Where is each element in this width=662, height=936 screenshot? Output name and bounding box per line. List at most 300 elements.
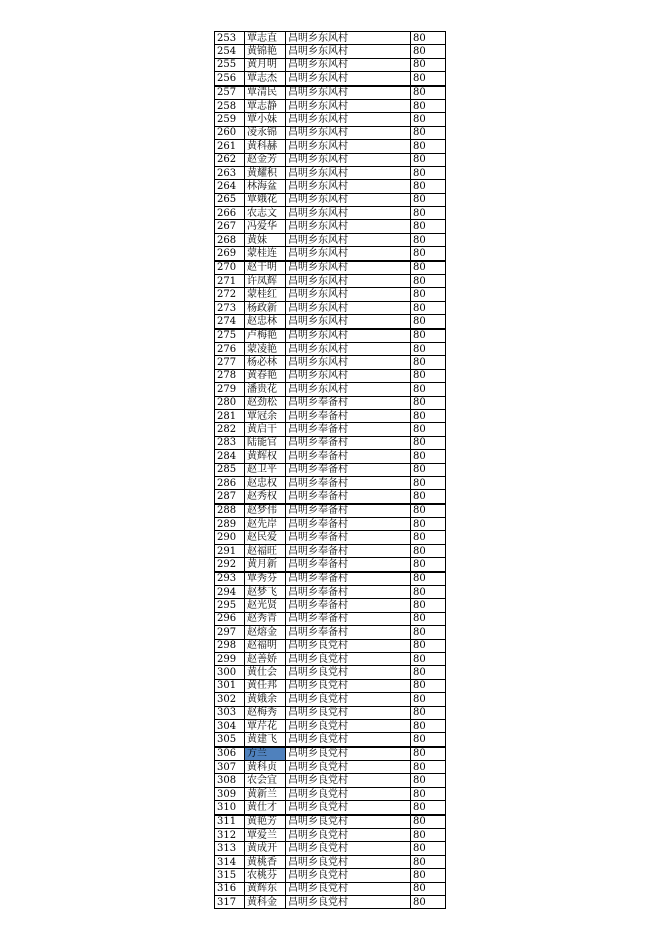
table-row (215, 896, 446, 909)
cell-number[interactable]: 309 (215, 787, 245, 800)
cell-amount[interactable]: 80 (411, 180, 446, 193)
cell-name[interactable]: 黄辉权 (245, 450, 286, 463)
cell-amount[interactable]: 80 (411, 490, 446, 504)
cell-village[interactable]: 昌明乡东风村 (286, 315, 411, 329)
cell-village[interactable]: 昌明乡东风村 (286, 193, 411, 206)
cell-number[interactable]: 313 (215, 842, 245, 855)
cell-name[interactable]: 黄耀积 (245, 166, 286, 179)
cell-village[interactable]: 昌明乡良党村 (286, 801, 411, 815)
cell-name[interactable]: 赵劲松 (245, 396, 286, 409)
cell-name[interactable]: 赵福明 (245, 639, 286, 652)
cell-amount[interactable]: 80 (411, 558, 446, 572)
cell-number[interactable]: 280 (215, 396, 245, 409)
cell-village[interactable]: 昌明乡东风村 (286, 356, 411, 369)
cell-amount[interactable]: 80 (411, 586, 446, 599)
cell-name[interactable]: 黄成开 (245, 842, 286, 855)
cell-village[interactable]: 昌明乡东风村 (286, 233, 411, 246)
cell-number[interactable]: 285 (215, 463, 245, 476)
cell-village[interactable]: 昌明乡奉备村 (286, 396, 411, 409)
cell-village[interactable]: 昌明乡良党村 (286, 719, 411, 732)
cell-amount[interactable]: 80 (411, 531, 446, 544)
cell-amount[interactable]: 80 (411, 45, 446, 58)
table-row (215, 829, 446, 842)
cell-amount[interactable]: 80 (411, 383, 446, 396)
cell-number[interactable]: 289 (215, 518, 245, 531)
table-row (215, 706, 446, 719)
cell-amount[interactable]: 80 (411, 342, 446, 355)
cell-village[interactable]: 昌明乡良党村 (286, 666, 411, 679)
cell-number[interactable]: 310 (215, 801, 245, 815)
cell-name[interactable]: 陆能官 (245, 436, 286, 449)
cell-number[interactable]: 259 (215, 113, 245, 126)
table-row (215, 153, 446, 166)
cell-number[interactable]: 293 (215, 572, 245, 586)
table-row (215, 275, 446, 288)
cell-name[interactable]: 赵先岸 (245, 518, 286, 531)
cell-amount[interactable]: 80 (411, 829, 446, 842)
table-row (215, 787, 446, 800)
cell-name[interactable]: 赵忠林 (245, 315, 286, 329)
table-row (215, 72, 446, 86)
cell-amount[interactable]: 80 (411, 882, 446, 895)
cell-village[interactable]: 昌明乡东风村 (286, 275, 411, 288)
cell-amount[interactable]: 80 (411, 275, 446, 288)
cell-amount[interactable]: 80 (411, 652, 446, 665)
table-row (215, 315, 446, 329)
cell-name[interactable]: 赵梅秀 (245, 706, 286, 719)
cell-amount[interactable]: 80 (411, 815, 446, 829)
cell-amount[interactable]: 80 (411, 72, 446, 86)
cell-village[interactable]: 昌明乡奉备村 (286, 599, 411, 612)
cell-number[interactable]: 308 (215, 774, 245, 787)
cell-name[interactable]: 黄艳芳 (245, 815, 286, 829)
cell-amount[interactable]: 80 (411, 423, 446, 436)
cell-amount[interactable]: 80 (411, 436, 446, 449)
cell-amount[interactable]: 80 (411, 612, 446, 625)
cell-number[interactable]: 275 (215, 329, 245, 343)
cell-amount[interactable]: 80 (411, 544, 446, 557)
cell-number[interactable]: 300 (215, 666, 245, 679)
cell-name[interactable]: 覃小妹 (245, 113, 286, 126)
cell-amount[interactable]: 80 (411, 693, 446, 706)
cell-number[interactable]: 297 (215, 626, 245, 639)
cell-name[interactable]: 黄科赫 (245, 140, 286, 153)
table-row (215, 504, 446, 518)
cell-name[interactable]: 农会宜 (245, 774, 286, 787)
cell-amount[interactable]: 80 (411, 774, 446, 787)
cell-number[interactable]: 284 (215, 450, 245, 463)
cell-amount[interactable]: 80 (411, 32, 446, 45)
cell-amount[interactable]: 80 (411, 463, 446, 476)
cell-amount[interactable]: 80 (411, 747, 446, 761)
cell-village[interactable]: 昌明乡东风村 (286, 261, 411, 275)
table-row (215, 329, 446, 343)
table-row (215, 220, 446, 233)
cell-amount[interactable]: 80 (411, 761, 446, 774)
cell-amount[interactable]: 80 (411, 396, 446, 409)
cell-name[interactable]: 黄科金 (245, 896, 286, 909)
cell-village[interactable]: 昌明乡东风村 (286, 369, 411, 382)
cell-village[interactable]: 昌明乡奉备村 (286, 423, 411, 436)
cell-number[interactable]: 258 (215, 99, 245, 112)
cell-name[interactable]: 赵秀青 (245, 612, 286, 625)
table-row (215, 572, 446, 586)
cell-name[interactable]: 赵福旺 (245, 544, 286, 557)
cell-name[interactable]: 蒙桂红 (245, 288, 286, 301)
cell-village[interactable]: 昌明乡东风村 (286, 140, 411, 153)
roster-body (215, 32, 446, 909)
cell-name[interactable]: 杨政新 (245, 301, 286, 314)
cell-name[interactable]: 赵卫平 (245, 463, 286, 476)
cell-number[interactable]: 306 (215, 747, 245, 761)
cell-number[interactable]: 255 (215, 58, 245, 71)
table-row (215, 842, 446, 855)
cell-name[interactable]: 黄启干 (245, 423, 286, 436)
table-row (215, 586, 446, 599)
cell-village[interactable]: 昌明乡奉备村 (286, 476, 411, 489)
cell-number[interactable]: 291 (215, 544, 245, 557)
cell-amount[interactable]: 80 (411, 719, 446, 732)
cell-amount[interactable]: 80 (411, 261, 446, 275)
table-row (215, 436, 446, 449)
cell-amount[interactable]: 80 (411, 572, 446, 586)
cell-number[interactable]: 254 (215, 45, 245, 58)
cell-name[interactable]: 蒙凌艳 (245, 342, 286, 355)
cell-number[interactable]: 262 (215, 153, 245, 166)
cell-village[interactable]: 昌明乡东风村 (286, 383, 411, 396)
cell-name[interactable]: 覃清民 (245, 86, 286, 100)
cell-village[interactable]: 昌明乡奉备村 (286, 409, 411, 422)
table-row (215, 261, 446, 275)
cell-amount[interactable]: 80 (411, 247, 446, 261)
cell-number[interactable]: 268 (215, 233, 245, 246)
table-row (215, 233, 446, 246)
table-row (215, 180, 446, 193)
cell-number[interactable]: 283 (215, 436, 245, 449)
cell-name[interactable]: 赵熔金 (245, 626, 286, 639)
cell-number[interactable]: 299 (215, 652, 245, 665)
cell-name[interactable]: 黄仕才 (245, 801, 286, 815)
cell-village[interactable]: 昌明乡良党村 (286, 869, 411, 882)
cell-amount[interactable]: 80 (411, 409, 446, 422)
cell-name[interactable]: 覃娥花 (245, 193, 286, 206)
cell-number[interactable]: 269 (215, 247, 245, 261)
cell-village[interactable]: 昌明乡东风村 (286, 247, 411, 261)
cell-amount[interactable]: 80 (411, 233, 446, 246)
table-row (215, 639, 446, 652)
cell-amount[interactable]: 80 (411, 166, 446, 179)
cell-amount[interactable]: 80 (411, 476, 446, 489)
table-row (215, 747, 446, 761)
cell-number[interactable]: 296 (215, 612, 245, 625)
cell-name[interactable]: 农桃芬 (245, 869, 286, 882)
cell-number[interactable]: 253 (215, 32, 245, 45)
table-row (215, 476, 446, 489)
cell-number[interactable]: 311 (215, 815, 245, 829)
cell-name[interactable]: 农志文 (245, 207, 286, 220)
cell-name[interactable]: 杨必林 (245, 356, 286, 369)
cell-name[interactable]: 覃爱兰 (245, 829, 286, 842)
cell-amount[interactable]: 80 (411, 329, 446, 343)
cell-name[interactable]: 赵民爱 (245, 531, 286, 544)
cell-amount[interactable]: 80 (411, 706, 446, 719)
cell-village[interactable]: 昌明乡奉备村 (286, 450, 411, 463)
cell-name[interactable]: 黄建飞 (245, 733, 286, 747)
table-row (215, 369, 446, 382)
cell-amount[interactable]: 80 (411, 518, 446, 531)
cell-amount[interactable]: 80 (411, 356, 446, 369)
cell-number[interactable]: 273 (215, 301, 245, 314)
cell-village[interactable]: 昌明乡东风村 (286, 180, 411, 193)
cell-number[interactable]: 290 (215, 531, 245, 544)
cell-name[interactable]: 赵忠权 (245, 476, 286, 489)
cell-name[interactable]: 赵梦飞 (245, 586, 286, 599)
cell-number[interactable]: 287 (215, 490, 245, 504)
cell-amount[interactable]: 80 (411, 301, 446, 314)
cell-name[interactable]: 覃芹花 (245, 719, 286, 732)
cell-village[interactable]: 昌明乡良党村 (286, 639, 411, 652)
table-row (215, 490, 446, 504)
cell-name[interactable]: 赵光贤 (245, 599, 286, 612)
cell-village[interactable]: 昌明乡奉备村 (286, 518, 411, 531)
cell-name[interactable]: 林海盆 (245, 180, 286, 193)
cell-number[interactable]: 279 (215, 383, 245, 396)
cell-amount[interactable]: 80 (411, 787, 446, 800)
cell-number[interactable]: 274 (215, 315, 245, 329)
cell-village[interactable]: 昌明乡东风村 (286, 301, 411, 314)
cell-village[interactable]: 昌明乡东风村 (286, 32, 411, 45)
table-row (215, 612, 446, 625)
cell-village[interactable]: 昌明乡东风村 (286, 288, 411, 301)
cell-name[interactable]: 潘贵花 (245, 383, 286, 396)
cell-name[interactable]: 蒙桂连 (245, 247, 286, 261)
cell-name[interactable]: 覃志静 (245, 99, 286, 112)
cell-amount[interactable]: 80 (411, 86, 446, 100)
cell-amount[interactable]: 80 (411, 450, 446, 463)
cell-name[interactable]: 黄任邦 (245, 679, 286, 692)
cell-village[interactable]: 昌明乡良党村 (286, 774, 411, 787)
cell-name[interactable]: 黄辉东 (245, 882, 286, 895)
cell-village[interactable]: 昌明乡良党村 (286, 855, 411, 868)
table-row (215, 855, 446, 868)
cell-amount[interactable]: 80 (411, 193, 446, 206)
cell-village[interactable]: 昌明乡奉备村 (286, 436, 411, 449)
cell-village[interactable]: 昌明乡良党村 (286, 693, 411, 706)
cell-number[interactable]: 277 (215, 356, 245, 369)
cell-village[interactable]: 昌明乡奉备村 (286, 586, 411, 599)
cell-number[interactable]: 270 (215, 261, 245, 275)
cell-name[interactable]: 黄娥余 (245, 693, 286, 706)
cell-village[interactable]: 昌明乡良党村 (286, 815, 411, 829)
cell-name[interactable]: 许凤辉 (245, 275, 286, 288)
table-row (215, 679, 446, 692)
cell-number[interactable]: 316 (215, 882, 245, 895)
cell-village[interactable]: 昌明乡良党村 (286, 842, 411, 855)
cell-amount[interactable]: 80 (411, 99, 446, 112)
cell-village[interactable]: 昌明乡东风村 (286, 86, 411, 100)
cell-amount[interactable]: 80 (411, 639, 446, 652)
cell-name[interactable]: 赵干明 (245, 261, 286, 275)
cell-village[interactable]: 昌明乡东风村 (286, 58, 411, 71)
cell-village[interactable]: 昌明乡良党村 (286, 747, 411, 761)
cell-amount[interactable]: 80 (411, 599, 446, 612)
cell-amount[interactable]: 80 (411, 153, 446, 166)
cell-village[interactable]: 昌明乡奉备村 (286, 531, 411, 544)
cell-village[interactable]: 昌明乡良党村 (286, 652, 411, 665)
cell-amount[interactable]: 80 (411, 288, 446, 301)
cell-village[interactable]: 昌明乡东风村 (286, 207, 411, 220)
cell-name[interactable]: 覃志直 (245, 32, 286, 45)
selected-cell[interactable]: 方兰 (245, 747, 286, 761)
cell-village[interactable]: 昌明乡东风村 (286, 342, 411, 355)
table-row (215, 126, 446, 139)
cell-number[interactable]: 263 (215, 166, 245, 179)
cell-amount[interactable]: 80 (411, 207, 446, 220)
cell-number[interactable]: 292 (215, 558, 245, 572)
cell-number[interactable]: 312 (215, 829, 245, 842)
cell-name[interactable]: 凌永锦 (245, 126, 286, 139)
cell-number[interactable]: 257 (215, 86, 245, 100)
cell-village[interactable]: 昌明乡东风村 (286, 72, 411, 86)
cell-village[interactable]: 昌明乡奉备村 (286, 463, 411, 476)
table-row (215, 166, 446, 179)
cell-number[interactable]: 267 (215, 220, 245, 233)
cell-village[interactable]: 昌明乡良党村 (286, 896, 411, 909)
cell-name[interactable]: 黄锦艳 (245, 45, 286, 58)
table-row (215, 32, 446, 45)
cell-number[interactable]: 260 (215, 126, 245, 139)
cell-name[interactable]: 赵善娇 (245, 652, 286, 665)
cell-number[interactable]: 286 (215, 476, 245, 489)
cell-number[interactable]: 298 (215, 639, 245, 652)
cell-number[interactable]: 272 (215, 288, 245, 301)
cell-amount[interactable]: 80 (411, 369, 446, 382)
table-row (215, 693, 446, 706)
table-row (215, 719, 446, 732)
cell-number[interactable]: 281 (215, 409, 245, 422)
cell-amount[interactable]: 80 (411, 58, 446, 71)
cell-village[interactable]: 昌明乡良党村 (286, 706, 411, 719)
cell-village[interactable]: 昌明乡良党村 (286, 829, 411, 842)
cell-village[interactable]: 昌明乡东风村 (286, 99, 411, 112)
cell-village[interactable]: 昌明乡奉备村 (286, 612, 411, 625)
cell-village[interactable]: 昌明乡奉备村 (286, 558, 411, 572)
cell-amount[interactable]: 80 (411, 801, 446, 815)
cell-name[interactable]: 黄妹 (245, 233, 286, 246)
table-row (215, 518, 446, 531)
cell-name[interactable]: 覃冠余 (245, 409, 286, 422)
cell-amount[interactable]: 80 (411, 679, 446, 692)
cell-number[interactable]: 317 (215, 896, 245, 909)
cell-village[interactable]: 昌明乡良党村 (286, 761, 411, 774)
table-row (215, 882, 446, 895)
cell-name[interactable]: 黄仕会 (245, 666, 286, 679)
cell-number[interactable]: 307 (215, 761, 245, 774)
cell-amount[interactable]: 80 (411, 842, 446, 855)
cell-name[interactable]: 冯爱华 (245, 220, 286, 233)
cell-amount[interactable]: 80 (411, 666, 446, 679)
cell-name[interactable]: 黄新兰 (245, 787, 286, 800)
cell-village[interactable]: 昌明乡东风村 (286, 329, 411, 343)
cell-number[interactable]: 295 (215, 599, 245, 612)
cell-amount[interactable]: 80 (411, 855, 446, 868)
cell-amount[interactable]: 80 (411, 896, 446, 909)
cell-village[interactable]: 昌明乡奉备村 (286, 544, 411, 557)
table-row (215, 815, 446, 829)
cell-village[interactable]: 昌明乡奉备村 (286, 490, 411, 504)
cell-number[interactable]: 302 (215, 693, 245, 706)
cell-name[interactable]: 赵梦伟 (245, 504, 286, 518)
cell-amount[interactable]: 80 (411, 113, 446, 126)
cell-number[interactable]: 261 (215, 140, 245, 153)
cell-number[interactable]: 304 (215, 719, 245, 732)
table-row (215, 733, 446, 747)
cell-number[interactable]: 305 (215, 733, 245, 747)
table-row (215, 666, 446, 679)
cell-village[interactable]: 昌明乡良党村 (286, 733, 411, 747)
cell-village[interactable]: 昌明乡东风村 (286, 153, 411, 166)
cell-number[interactable]: 264 (215, 180, 245, 193)
cell-number[interactable]: 266 (215, 207, 245, 220)
cell-village[interactable]: 昌明乡东风村 (286, 166, 411, 179)
cell-name[interactable]: 黄科贞 (245, 761, 286, 774)
cell-number[interactable]: 301 (215, 679, 245, 692)
cell-name[interactable]: 覃志杰 (245, 72, 286, 86)
cell-amount[interactable]: 80 (411, 626, 446, 639)
table-row (215, 193, 446, 206)
cell-name[interactable]: 覃秀芬 (245, 572, 286, 586)
table-row (215, 207, 446, 220)
cell-name[interactable]: 赵秀权 (245, 490, 286, 504)
cell-amount[interactable]: 80 (411, 504, 446, 518)
cell-number[interactable]: 282 (215, 423, 245, 436)
cell-number[interactable]: 294 (215, 586, 245, 599)
cell-village[interactable]: 昌明乡奉备村 (286, 626, 411, 639)
cell-name[interactable]: 黄月新 (245, 558, 286, 572)
cell-name[interactable]: 卢梅艳 (245, 329, 286, 343)
cell-number[interactable]: 288 (215, 504, 245, 518)
cell-village[interactable]: 昌明乡东风村 (286, 220, 411, 233)
cell-name[interactable]: 黄桃香 (245, 855, 286, 868)
cell-name[interactable]: 黄春艳 (245, 369, 286, 382)
cell-number[interactable]: 314 (215, 855, 245, 868)
cell-number[interactable]: 271 (215, 275, 245, 288)
cell-number[interactable]: 315 (215, 869, 245, 882)
cell-number[interactable]: 303 (215, 706, 245, 719)
cell-village[interactable]: 昌明乡良党村 (286, 787, 411, 800)
cell-number[interactable]: 265 (215, 193, 245, 206)
cell-village[interactable]: 昌明乡奉备村 (286, 504, 411, 518)
cell-amount[interactable]: 80 (411, 220, 446, 233)
cell-village[interactable]: 昌明乡奉备村 (286, 572, 411, 586)
cell-number[interactable]: 278 (215, 369, 245, 382)
cell-village[interactable]: 昌明乡良党村 (286, 679, 411, 692)
cell-number[interactable]: 256 (215, 72, 245, 86)
cell-name[interactable]: 黄月明 (245, 58, 286, 71)
cell-number[interactable]: 276 (215, 342, 245, 355)
cell-amount[interactable]: 80 (411, 315, 446, 329)
cell-village[interactable]: 昌明乡良党村 (286, 882, 411, 895)
cell-village[interactable]: 昌明乡东风村 (286, 113, 411, 126)
cell-amount[interactable]: 80 (411, 126, 446, 139)
cell-amount[interactable]: 80 (411, 733, 446, 747)
cell-village[interactable]: 昌明乡东风村 (286, 126, 411, 139)
cell-village[interactable]: 昌明乡东风村 (286, 45, 411, 58)
roster-table (214, 31, 446, 909)
cell-amount[interactable]: 80 (411, 140, 446, 153)
cell-amount[interactable]: 80 (411, 869, 446, 882)
cell-name[interactable]: 赵金芳 (245, 153, 286, 166)
